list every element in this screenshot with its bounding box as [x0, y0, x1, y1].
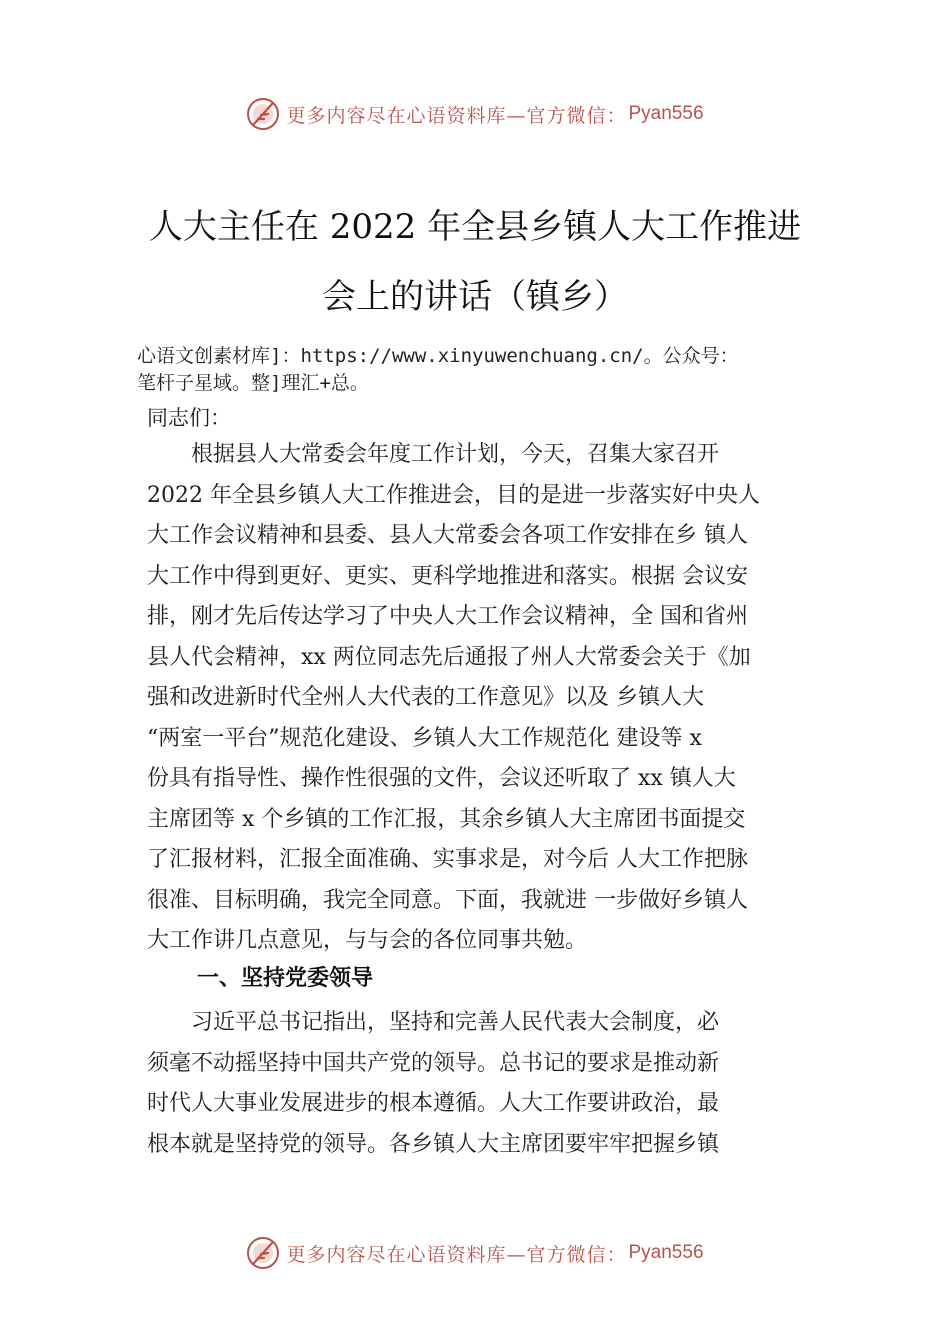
text-line: 须毫不动摇坚持中国共产党的领导。总书记的要求是推动新 [147, 1050, 720, 1076]
text-line: 了汇报材料，汇报全面准确、实事求是，对今后 人大工作把脉 [147, 847, 748, 872]
banner-text: 更多内容尽在心语资料库—官方微信： [286, 104, 627, 127]
text-line: 强和改进新时代全州人大代表的工作意见》以及 乡镇人大 [147, 685, 704, 710]
text-line: 大工作中得到更好、更实、更科学地推进和落实。根据 会议安 [147, 563, 748, 589]
document-title-line-1: 人大主任在 2022 年全县乡镇人大工作推进 [148, 207, 802, 247]
text-line: 大工作讲几点意见，与与会的各位同事共勉。 [147, 928, 588, 953]
source-note-line-1: 心语文创素材库]：https://www.xinyuwenchuang.cn/。公众号： [137, 345, 739, 367]
text-line: 根本就是坚持党的领导。各乡镇人大主席团要牢牢把握乡镇 [147, 1131, 720, 1157]
greeting: 同志们： [147, 406, 231, 430]
text-line: 习近平总书记指出，坚持和完善人民代表大会制度，必 [147, 1010, 720, 1035]
text-line: 主席团等 x 个乡镇的工作汇报，其余乡镇人大主席团书面提交 [147, 806, 746, 832]
text-line: “两室一平台”规范化建设、乡镇人大工作规范化 建设等 x [147, 725, 702, 751]
document-title-line-2: 会上的讲话（镇乡） [322, 277, 628, 317]
text-line: 大工作会议精神和县委、县人大常委会各项工作安排在乡 镇人 [147, 523, 748, 548]
feather-pen-logo-icon [246, 1236, 280, 1270]
wechat-id: Pyan556 [628, 1242, 704, 1263]
footer-watermark-banner [0, 1233, 950, 1273]
banner-text: 更多内容尽在心语资料库—官方微信： [286, 1243, 627, 1266]
text-line: 时代人大事业发展进步的根本遵循。人大工作要讲政治，最 [147, 1091, 720, 1116]
text-line: 份具有指导性、操作性很强的文件，会议还听取了 xx 镇人大 [147, 766, 736, 791]
wechat-id: Pyan556 [628, 103, 704, 124]
text-line: 县人代会精神，xx 两位同志先后通报了州人大常委会关于《加 [147, 644, 751, 670]
text-line: 很准、目标明确，我完全同意。下面，我就进 一步做好乡镇人 [147, 887, 748, 913]
header-watermark-banner [0, 94, 950, 134]
feather-pen-logo-icon [246, 97, 280, 131]
source-note [137, 343, 877, 397]
text-line: 根据县人大常委会年度工作计划，今天，召集大家召开 [147, 442, 720, 467]
text-line: 2022 年全县乡镇人大工作推进会，目的是进一步落实好中央人 [147, 482, 760, 508]
source-note-line-2: 笔杆子星域。整]理汇+总。 [137, 372, 369, 394]
paragraph-1 [147, 435, 837, 962]
section-heading-1: 一、坚持党委领导 [197, 966, 374, 991]
text-line: 排，刚才先后传达学习了中央人大工作会议精神，全 国和省州 [147, 604, 748, 629]
paragraph-2 [147, 1003, 837, 1165]
